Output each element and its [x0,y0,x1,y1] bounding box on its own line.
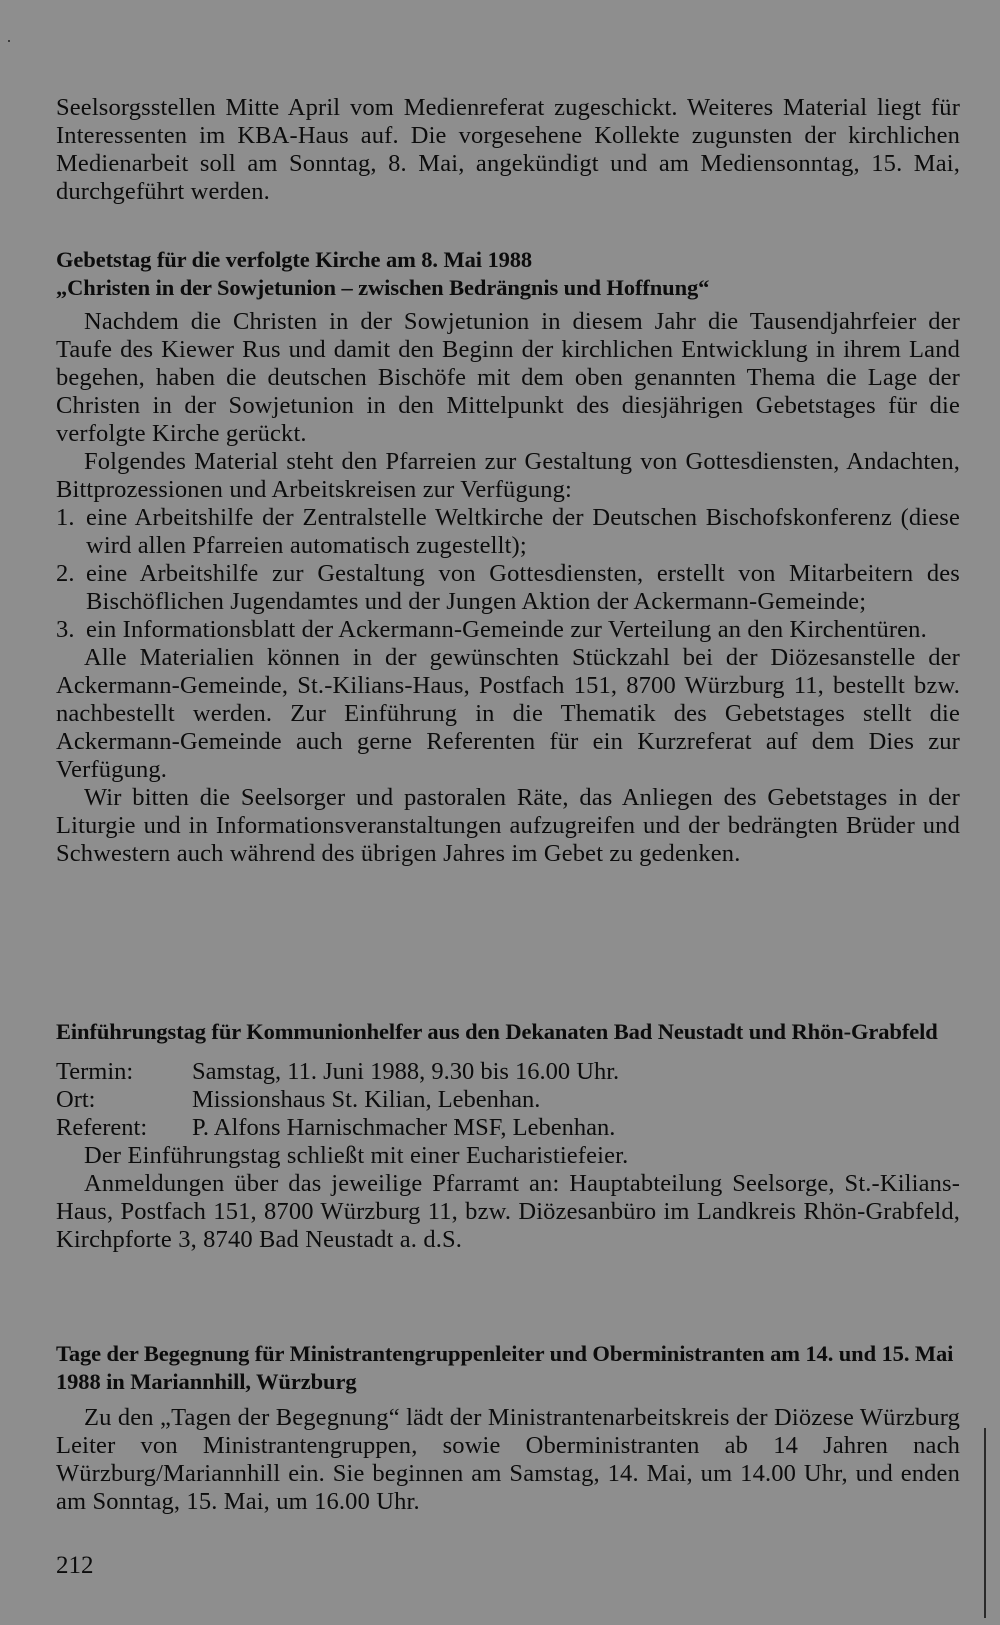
top-paragraph: Seelsorgsstellen Mitte April vom Medienreferat zugeschickt. Weiteres Material liegt für Interessenten im KBA-Haus auf. Die vorgesehene Kollekte zugunsten der kirchlichen Medienarbeit soll am Sonntag, 8. Mai, angekündigt und am Mediensonntag, 15. Mai, durchgeführt werden. [56,94,960,205]
list-item-text: eine Arbeitshilfe zur Gestaltung von Gottesdiensten, erstellt von Mitarbeitern des Bischöflichen Jugendamtes und der Jungen Aktion der Ackermann-Gemeinde; [86,560,960,615]
section1-para4: Wir bitten die Seelsorger und pastoralen Räte, das Anliegen des Gebetstages in der Liturgie und in Informationsveranstaltungen aufzugreifen und der bedrängten Brüder und Schwestern auch während des übrigen Jahres im Gebet zu gedenken. [56,784,960,867]
detail-label: Ort: [56,1086,96,1113]
list-item-text: ein Informationsblatt der Ackermann-Gemeinde zur Verteilung an den Kirchentüren. [86,616,927,643]
list-item-number: 3. [56,616,75,643]
table-row [56,1058,960,1086]
list-item [56,504,960,560]
scan-speck [8,40,10,42]
list-item [56,616,960,644]
section2-para2: Anmeldungen über das jeweilige Pfarramt an: Hauptabteilung Seelsorge, St.-Kilians-Haus, Postfach 151, 8700 Würzburg 11, bzw. Diözesanbüro im Landkreis Rhön-Grabfeld, Kirchpforte 3, 8740 Bad Neustadt a. d.S. [56,1170,960,1253]
section-tage-der-begegnung [56,1340,960,1516]
list-item [56,560,960,616]
detail-label: Referent: [56,1114,148,1141]
material-list [56,504,960,644]
list-item-number: 1. [56,504,75,531]
section1-para2: Folgendes Material steht den Pfarreien zur Gestaltung von Gottesdiensten, Andachten, Bittprozessionen und Arbeitskreisen zur Verfügung: [56,448,960,503]
section1-para3: Alle Materialien können in der gewünschten Stückzahl bei der Diözesanstelle der Ackermann-Gemeinde, St.-Kilians-Haus, Postfach 151, 8700 Würzburg 11, bestellt bzw. nachbestellt werden. Zur Einführung in die Thematik des Gebetstages stellt die Ackermann-Gemeinde auch gerne Referenten für ein Kurzreferat auf dem Dies zur Verfügung. [56,644,960,783]
section3-para1: Zu den „Tagen der Begegnung“ lädt der Ministrantenarbeitskreis der Diözese Würzburg Leiter von Ministrantengruppen, sowie Oberministranten ab 14 Jahren nach Würzburg/Mariannhill ein. Sie beginnen am Samstag, 14. Mai, um 14.00 Uhr, und enden am Sonntag, 15. Mai, um 16.00 Uhr. [56,1404,960,1515]
table-row [56,1086,960,1114]
section1-para1: Nachdem die Christen in der Sowjetunion in diesem Jahr die Tausendjahrfeier der Taufe des Kiewer Rus und damit den Beginn der kirchlichen Entwicklung in ihrem Land begehen, haben die deutschen Bischöfe mit dem oben genannten Thema die Lage der Christen in der Sowjetunion in den Mittelpunkt des diesjährigen Gebetstages für die verfolgte Kirche gerückt. [56,308,960,447]
table-row [56,1114,960,1142]
detail-label: Termin: [56,1058,134,1085]
list-item-text: eine Arbeitshilfe der Zentralstelle Weltkirche der Deutschen Bischofskonferenz (diese wird allen Pfarreien automatisch zugestellt); [86,504,960,559]
detail-value: P. Alfons Harnischmacher MSF, Lebenhan. [192,1114,616,1141]
section3-heading: Tage der Begegnung für Ministrantengruppenleiter und Oberministranten am 14. und 15. Mai 1988 in Mariannhill, Würzburg [56,1341,954,1394]
section2-heading: Einführungstag für Kommunionhelfer aus den Dekanaten Bad Neustadt und Rhön-Grabfeld [56,1019,938,1044]
section-einfuehrungstag [56,1018,960,1254]
detail-value: Missionshaus St. Kilian, Lebenhan. [192,1086,541,1113]
top-paragraph-block [56,94,960,206]
scan-edge-line [984,1428,986,1618]
detail-value: Samstag, 11. Juni 1988, 9.30 bis 16.00 Uhr. [192,1058,620,1085]
event-details-table [56,1058,960,1142]
section2-para1: Der Einführungstag schließt mit einer Eucharistiefeier. [84,1142,629,1169]
section-gebetstag [56,246,960,868]
page-number: 212 [56,1552,94,1579]
list-item-number: 2. [56,560,75,587]
section1-heading-line2: „Christen in der Sowjetunion – zwischen Bedrängnis und Hoffnung“ [56,275,710,300]
section1-heading-line1: Gebetstag für die verfolgte Kirche am 8. Mai 1988 [56,247,533,272]
